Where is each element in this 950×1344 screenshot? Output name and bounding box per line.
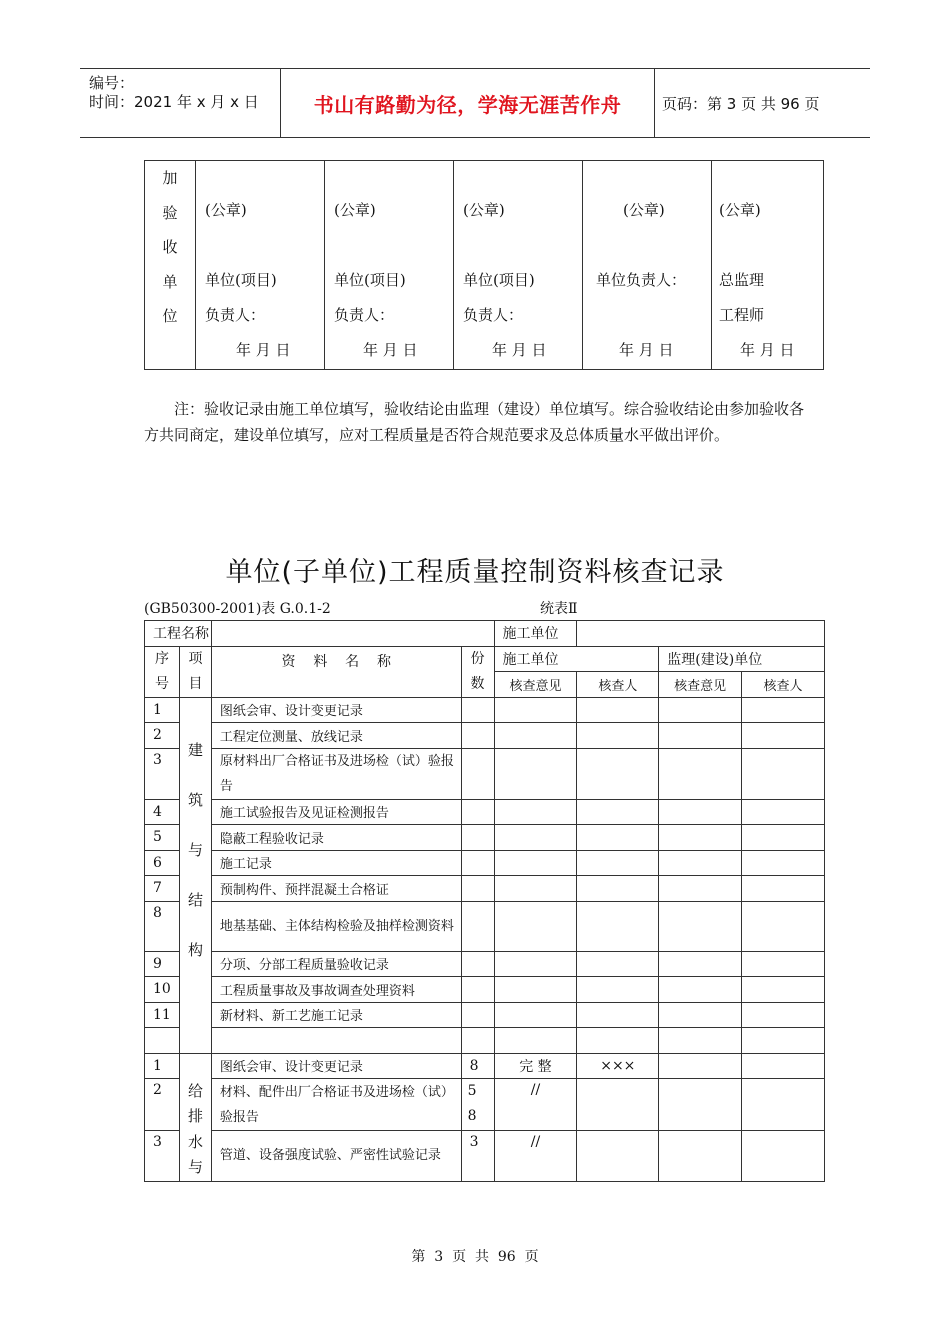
signature-table xyxy=(144,160,824,370)
table-row: 1 给 排 水 与 图纸会审、设计变更记录 8 完 整 ××× xyxy=(145,1053,825,1079)
copies-header: 份数 xyxy=(461,646,494,697)
supervision-header: 监理(建设)单位 xyxy=(659,646,825,672)
construction-header: 施工单位 xyxy=(494,646,659,672)
item-header: 项目 xyxy=(179,646,211,697)
page-footer: 第 3 页 共 96 页 xyxy=(411,1249,539,1265)
date-label: 年 月 日 xyxy=(740,341,795,359)
check-record-table xyxy=(144,620,825,1182)
header-meta xyxy=(80,69,280,137)
opinion-header: 核查意见 xyxy=(494,672,577,698)
table-row: 3 管道、设备强度试验、严密性试验记录 3 // xyxy=(145,1130,825,1181)
project-name-label: 工程名称 xyxy=(145,621,212,647)
table-row: 4 施工试验报告及见证检测报告 xyxy=(145,799,825,825)
time-label: 时间：2021 年 x 月 x 日 xyxy=(89,93,259,111)
signature-col-5: (公章) 总监理 工程师 年 月 日 xyxy=(712,161,824,370)
checker-header: 核查人 xyxy=(577,672,659,698)
checker2-header: 核查人 xyxy=(742,672,825,698)
seal-label: (公章) xyxy=(719,201,761,219)
date-label: 年 月 日 xyxy=(492,341,547,359)
table-row: 5 隐蔽工程验收记录 xyxy=(145,825,825,851)
number-label: 编号： xyxy=(89,74,135,92)
construction-unit-label: 施工单位 xyxy=(494,621,577,647)
table-row-empty xyxy=(145,1028,825,1054)
header-row-1 xyxy=(145,646,825,672)
signature-col-2: (公章) 单位(项目) 负责人： 年 月 日 xyxy=(325,161,454,370)
group-label-building: 建 筑 与 结 构 xyxy=(179,697,211,1053)
construction-unit-value[interactable] xyxy=(577,621,825,647)
project-name-value[interactable] xyxy=(211,621,494,647)
signature-col-4: (公章) 单位负责人： 年 月 日 xyxy=(583,161,712,370)
signature-vertical-label: 加 验 收 单 位 xyxy=(145,161,196,370)
seal-label: (公章) xyxy=(463,201,505,219)
table-row: 11 新材料、新工艺施工记录 xyxy=(145,1002,825,1028)
table-row: 2 材料、配件出厂合格证书及进场检（试）验报告 58 // xyxy=(145,1079,825,1131)
table-row: 1 建 筑 与 结 构 图纸会审、设计变更记录 xyxy=(145,697,825,723)
seal-label: (公章) xyxy=(623,201,665,219)
note-text: 注：验收记录由施工单位填写，验收结论由监理（建设）单位填写。综合验收结论由参加验收各方共同商定，建设单位填写，应对工程质量是否符合规范要求及总体质量水平做出评价。 xyxy=(144,400,805,444)
form-code: (GB50300-2001)表 G.0.1-2 xyxy=(144,601,331,617)
group-label-plumbing: 给 排 水 与 xyxy=(179,1053,211,1181)
header-page-label: 页码：第 3 页 共 96 页 xyxy=(662,95,820,113)
table-row: 2 工程定位测量、放线记录 xyxy=(145,723,825,749)
seq-header: 序号 xyxy=(145,646,180,697)
seal-label: (公章) xyxy=(205,201,247,219)
table-row: 3 原材料出厂合格证书及进场检（试）验报告 xyxy=(145,748,825,799)
signature-col-3: (公章) 单位(项目) 负责人： 年 月 日 xyxy=(454,161,583,370)
seal-label: (公章) xyxy=(334,201,376,219)
header-motto: 书山有路勤为径，学海无涯苦作舟 xyxy=(280,69,655,137)
table-row: 7 预制构件、预拌混凝土合格证 xyxy=(145,876,825,902)
table-row: 10 工程质量事故及事故调查处理资料 xyxy=(145,977,825,1003)
continued-label: 统表Ⅱ xyxy=(540,601,578,617)
name-header: 资 料 名 称 xyxy=(211,646,461,697)
date-label: 年 月 日 xyxy=(236,341,291,359)
opinion2-header: 核查意见 xyxy=(659,672,742,698)
table-row: 9 分项、分部工程质量验收记录 xyxy=(145,951,825,977)
date-label: 年 月 日 xyxy=(363,341,418,359)
page-header xyxy=(80,68,870,138)
table-row: 8 地基基础、主体结构检验及抽样检测资料 xyxy=(145,901,825,951)
signature-col-1: (公章) 单位(项目) 负责人： 年 月 日 xyxy=(196,161,325,370)
table-row: 6 施工记录 xyxy=(145,850,825,876)
project-row xyxy=(145,621,825,647)
page-title: 单位(子单位)工程质量控制资料核查记录 xyxy=(225,557,725,588)
date-label: 年 月 日 xyxy=(619,341,674,359)
